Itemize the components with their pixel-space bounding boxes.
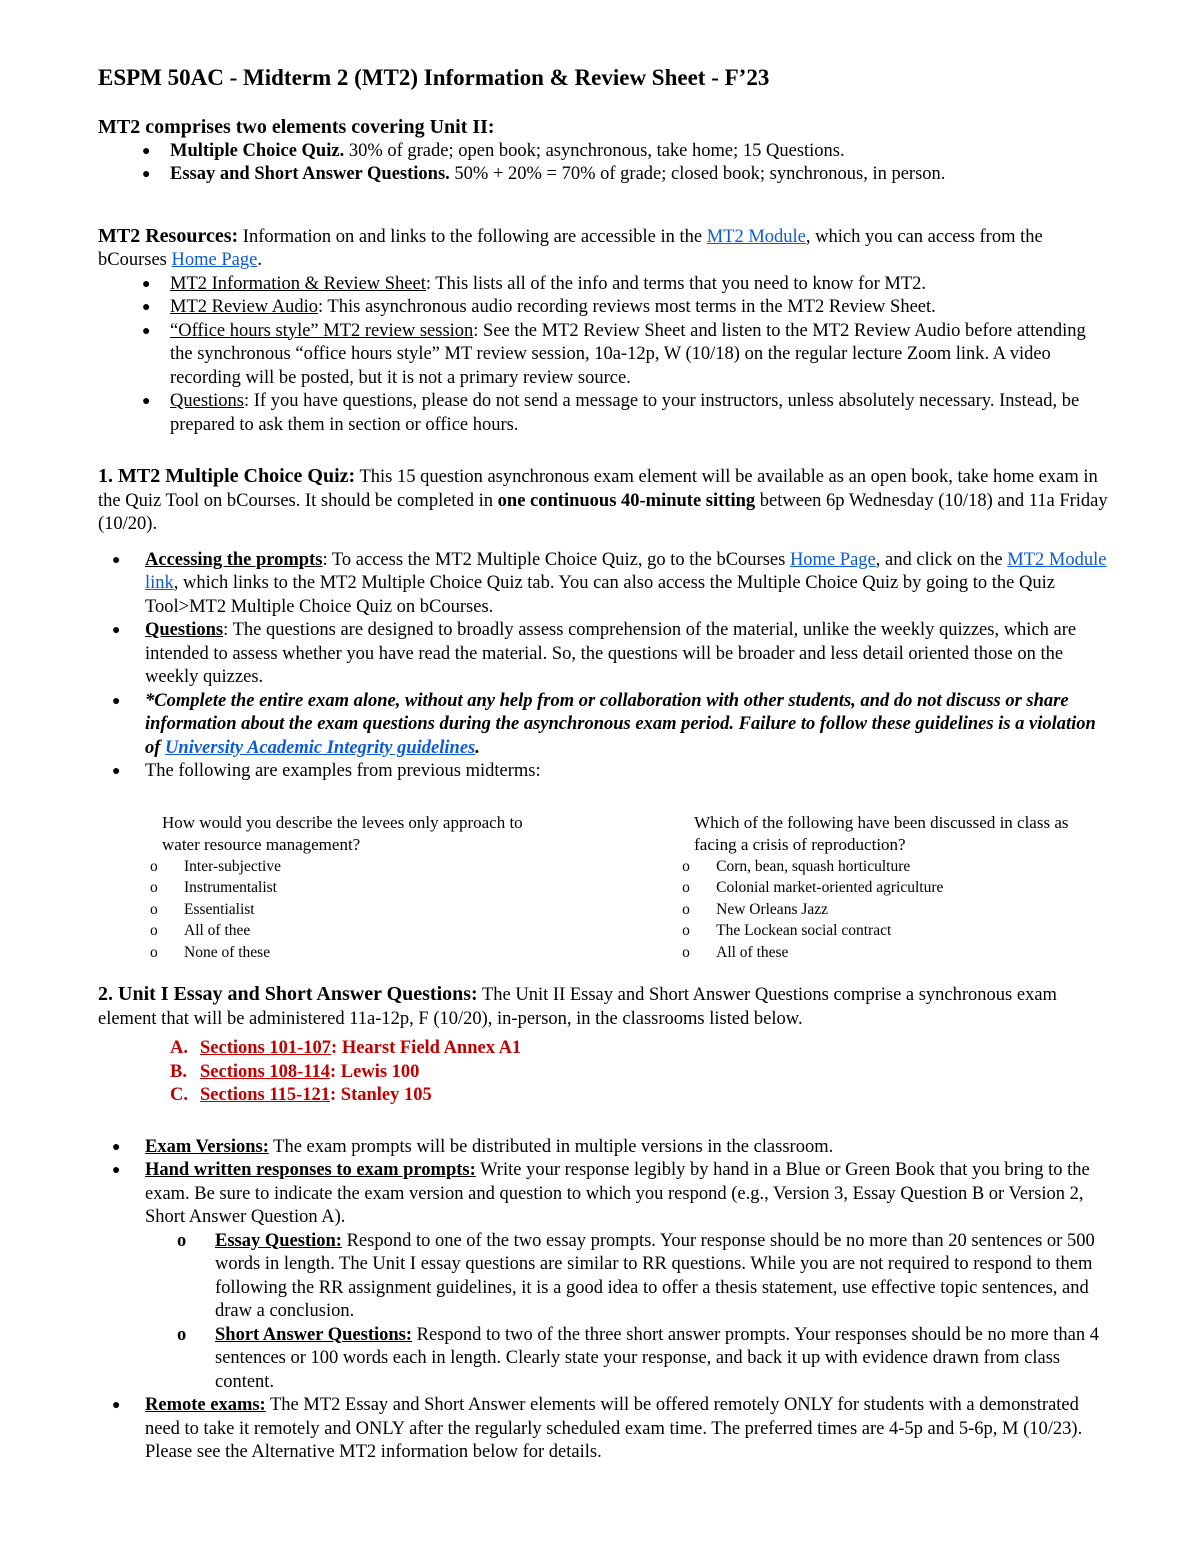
bullet-icon: ●: [142, 276, 151, 292]
classroom-list: [170, 1037, 1108, 1108]
section1-list: [98, 549, 1108, 784]
classroom-item: B. Sections 108-114: Lewis 100: [170, 1061, 420, 1082]
option-item: o None of these: [98, 942, 694, 964]
list-item: ● Multiple Choice Quiz. 30% of grade; open book; asynchronous, take home; 15 Questions.: [98, 140, 1108, 164]
document-page: [98, 64, 1108, 1465]
page-title: ESPM 50AC - Midterm 2 (MT2) Information & Review Sheet - F’23: [98, 65, 770, 90]
circle-bullet-icon: o: [150, 943, 158, 961]
option-item: o New Orleans Jazz: [630, 899, 1108, 921]
circle-bullet-icon: o: [177, 1230, 187, 1251]
list-item: ● Questions: If you have questions, please do not send a message to your instructors, unless absolutely necessary. Instead, be prepared to ask them in section or office hours.: [142, 391, 1080, 435]
bullet-icon: ●: [112, 552, 121, 568]
bullet-icon: ●: [112, 1163, 121, 1178]
example-questions: [150, 812, 1108, 964]
example-question-text: How would you describe the levees only approach to water resource management?: [162, 812, 523, 854]
list-item: ● Accessing the prompts: To access the MT2 Multiple Choice Quiz, go to the bCourses Home Page, and click on the MT2 Module link, which links to the MT2 Multiple Choice Quiz tab. You can also access the Multiple Choice Quiz by going to the Quiz Tool>MT2 Multiple Choice Quiz on bCourses.: [112, 549, 1107, 617]
bullet-icon: ●: [142, 394, 151, 409]
mt2-module-link[interactable]: MT2 Module: [706, 226, 806, 247]
option-item: o The Lockean social contract: [630, 920, 1108, 942]
home-page-link[interactable]: Home Page: [789, 549, 876, 570]
circle-bullet-icon: o: [682, 922, 690, 939]
example-options: [630, 856, 1108, 964]
circle-bullet-icon: o: [150, 857, 158, 875]
circle-bullet-icon: o: [177, 1324, 187, 1345]
section2-list: [98, 1136, 1108, 1465]
option-item: o Instrumentalist: [98, 877, 694, 899]
example-question-2: [682, 812, 1108, 964]
list-item: ● Exam Versions: The exam prompts will be distributed in multiple versions in the classroom.: [98, 1136, 1108, 1160]
elements-list: [98, 140, 1108, 187]
circle-bullet-icon: o: [682, 879, 690, 896]
example-question-1: [150, 812, 694, 964]
home-page-link[interactable]: Home Page: [171, 250, 258, 270]
list-item: ● Hand written responses to exam prompts: Write your response legibly by hand in a Blue or Green Book that you bring to the exam. Be sure to indicate the exam version and question to which you respond (e.g., Version 3, Essay Question B or Version 2, Short Answer Question A). o Essay Question: Respond to one of the two essay prompts. Your response should be no more than 20 sentences or 500 words in length. The Unit I essay questions are similar to RR questions. While you are not required to respond to them following the RR assignment guidelines, it is a good idea to offer a thesis statement, use effective topic sentences, and draw a conclusion. o Short Answer Questions: Respond to two of the three short answer prompts. Your responses should be no more than 4 sentences or 100 words each in length. Clearly state your response, and back it up with evidence drawn from class content.: [98, 1159, 1108, 1394]
resources-list: [98, 273, 1108, 438]
bullet-icon: ●: [112, 764, 121, 779]
option-item: o All of these: [630, 942, 1108, 964]
classroom-item: C. Sections 115-121: Stanley 105: [170, 1085, 432, 1105]
bullet-icon: ●: [142, 323, 151, 339]
circle-bullet-icon: o: [682, 900, 690, 918]
list-item: ● “Office hours style” MT2 review session: See the MT2 Review Sheet and listen to the MT2 Review Audio before attending the synchronous “office hours style” MT review session, 10a-12p, W (10/18) on the regular lecture Zoom link. A video recording will be posted, but it is not a primary review source.: [142, 320, 1086, 388]
elements-heading: MT2 comprises two elements covering Unit II:: [98, 116, 495, 138]
bullet-icon: ●: [142, 167, 151, 182]
option-item: o Inter-subjective: [98, 856, 694, 878]
classroom-item: A. Sections 101-107: Hearst Field Annex A1: [170, 1038, 522, 1058]
list-item: o Essay Question: Respond to one of the two essay prompts. Your response should be no more than 20 sentences or 500 words in length. The Unit I essay questions are similar to RR questions. While you are not required to respond to them following the RR assignment guidelines, it is a good idea to offer a thesis statement, use effective topic sentences, and draw a conclusion.: [177, 1230, 1095, 1321]
response-types: [98, 1230, 1108, 1395]
list-item: ● Essay and Short Answer Questions. 50% + 20% = 70% of grade; closed book; synchronous, in person.: [98, 163, 1108, 187]
list-item: ● Remote exams: The MT2 Essay and Short Answer elements will be offered remotely ONLY for students with a demonstrated need to take it remotely and ONLY after the regularly scheduled exam time. The preferred times are 4-5p and 5-6p, M (10/23). Please see the Alternative MT2 information below for details.: [112, 1395, 1083, 1462]
option-item: o Corn, bean, squash horticulture: [630, 856, 1108, 878]
list-item: ● The following are examples from previous midterms:: [98, 760, 1108, 784]
bullet-icon: ●: [112, 1139, 121, 1155]
circle-bullet-icon: o: [150, 900, 158, 918]
bullet-icon: ●: [112, 1398, 121, 1413]
circle-bullet-icon: o: [682, 857, 690, 875]
circle-bullet-icon: o: [150, 922, 158, 939]
bullet-icon: ●: [112, 623, 121, 638]
section2-heading: 2. Unit I Essay and Short Answer Questions:: [98, 983, 478, 1005]
list-item: ● Questions: The questions are designed to broadly assess comprehension of the material, unlike the weekly quizzes, which are intended to assess whether you have read the material. So, the questions will be broader and less detail oriented those on the weekly quizzes.: [112, 620, 1077, 687]
list-item: ● *Complete the entire exam alone, without any help from or collaboration with other students, and do not discuss or share information about the exam questions during the asynchronous exam period. Failure to follow these guidelines is a violation of University Academic Integrity guidelines.: [112, 690, 1096, 758]
resources-heading: MT2 Resources:: [98, 224, 239, 247]
example-options: [98, 856, 694, 964]
option-item: o Colonial market-oriented agriculture: [630, 877, 1108, 899]
mt2-module-link[interactable]: MT2 Module link: [145, 549, 1107, 593]
circle-bullet-icon: o: [150, 879, 158, 896]
example-question-text: Which of the following have been discussed in class as facing a crisis of reproduction?: [694, 812, 1069, 854]
academic-integrity-link[interactable]: University Academic Integrity guidelines: [165, 737, 476, 758]
bullet-icon: ●: [142, 143, 151, 159]
circle-bullet-icon: o: [682, 943, 690, 961]
option-item: o All of thee: [98, 920, 694, 942]
section1-intro: 1. MT2 Multiple Choice Quiz: This 15 question asynchronous exam element will be available as an open book, take home exam in the Quiz Tool on bCourses. It should be completed in one continuous 40-minute sitting between 6p Wednesday (10/18) and 11a Friday (10/20).: [98, 465, 1108, 534]
resources-intro: MT2 Resources: Information on and links to the following are accessible in the MT2 Module, which you can access from the bCourses Home Page.: [98, 224, 1043, 270]
list-item: o Short Answer Questions: Respond to two of the three short answer prompts. Your responses should be no more than 4 sentences or 100 words each in length. Clearly state your response, and back it up with evidence drawn from class content.: [177, 1324, 1099, 1392]
section1-heading: 1. MT2 Multiple Choice Quiz:: [98, 465, 356, 487]
section2-intro: 2. Unit I Essay and Short Answer Questions: The Unit II Essay and Short Answer Questions comprise a synchronous exam element that will be administered 11a-12p, F (10/20), in-person, in the classrooms listed below.: [98, 983, 1057, 1029]
bullet-icon: ●: [142, 300, 151, 315]
bullet-icon: ●: [112, 693, 121, 709]
option-item: o Essentialist: [98, 899, 694, 921]
list-item: ● MT2 Review Audio: This asynchronous audio recording reviews most terms in the MT2 Review Sheet.: [98, 296, 1108, 320]
list-item: ● MT2 Information & Review Sheet: This lists all of the info and terms that you need to know for MT2.: [98, 273, 1108, 297]
